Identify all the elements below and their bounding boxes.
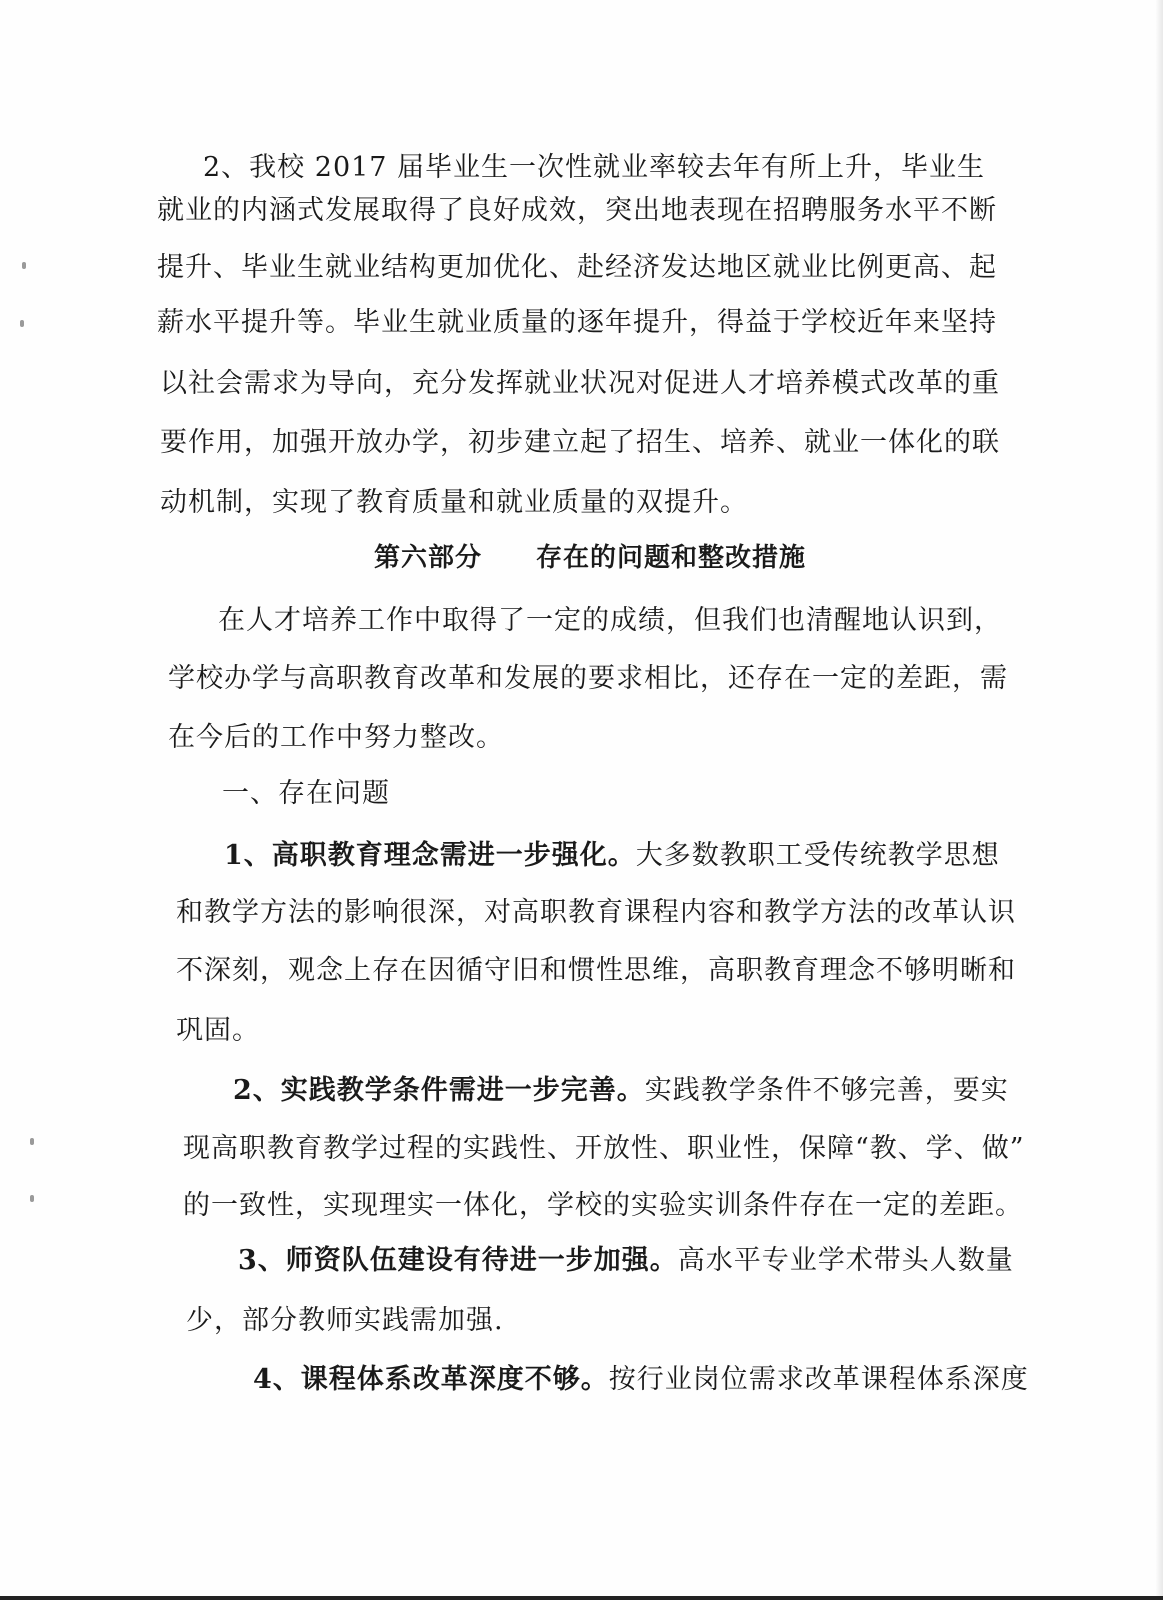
scan-speck [30,1138,34,1145]
paragraph-line: 薪水平提升等。毕业生就业质量的逐年提升，得益于学校近年来坚持 [157,307,997,338]
intro-line: 在今后的工作中努力整改。 [168,722,504,753]
item4-first-line [253,1357,1029,1396]
item3-line: 少，部分教师实践需加强. [186,1305,504,1336]
subheading: 一、存在问题 [222,778,390,809]
item2-first-line [233,1068,1009,1107]
item3-title: 3、师资队伍建设有待进一步加强。 [238,1245,678,1276]
section-heading: 第六部分 存在的问题和整改措施 [374,543,807,573]
item1-text: 大多数教职工受传统教学思想 [635,840,1000,871]
item1-first-line [224,833,1000,872]
item1-line: 巩固。 [176,1015,260,1046]
item2-line: 的一致性，实现理实一体化，学校的实验实训条件存在一定的差距。 [183,1190,1023,1221]
item1-title: 1、高职教育理念需进一步强化。 [224,840,636,871]
intro-line: 在人才培养工作中取得了一定的成绩，但我们也清醒地认识到， [218,605,1002,636]
item4-title: 4、课程体系改革深度不够。 [253,1364,609,1395]
scan-edge-bottom [0,1596,1163,1600]
scan-speck [30,1195,34,1202]
item1-line: 不深刻，观念上存在因循守旧和惯性思维，高职教育理念不够明晰和 [176,955,1016,986]
item3-text: 高水平专业学术带头人数量 [677,1245,1014,1276]
intro-line: 学校办学与高职教育改革和发展的要求相比，还存在一定的差距，需 [168,663,1008,694]
item2-text: 实践教学条件不够完善，要实 [644,1075,1009,1106]
item2-line: 现高职教育教学过程的实践性、开放性、职业性，保障“教、学、做” [183,1133,1025,1164]
paragraph-line: 动机制，实现了教育质量和就业质量的双提升。 [160,487,748,518]
scan-speck [20,320,24,327]
paragraph-line: 提升、毕业生就业结构更加优化、赴经济发达地区就业比例更高、起 [157,252,997,283]
item1-line: 和教学方法的影响很深，对高职教育课程内容和教学方法的改革认识 [176,897,1016,928]
paragraph-line: 2、我校 2017 届毕业生一次性就业率较去年有所上升，毕业生 [203,152,986,183]
scan-speck [22,262,26,269]
scan-edge-right [1155,0,1163,1600]
item2-title: 2、实践教学条件需进一步完善。 [233,1075,645,1106]
item3-first-line [238,1238,1014,1277]
paragraph-line: 要作用，加强开放办学，初步建立起了招生、培养、就业一体化的联 [160,427,1000,458]
paragraph-line: 以社会需求为导向，充分发挥就业状况对促进人才培养模式改革的重 [160,368,1000,399]
paragraph-line: 就业的内涵式发展取得了良好成效，突出地表现在招聘服务水平不断 [157,195,997,226]
item4-text: 按行业岗位需求改革课程体系深度 [608,1364,1029,1395]
